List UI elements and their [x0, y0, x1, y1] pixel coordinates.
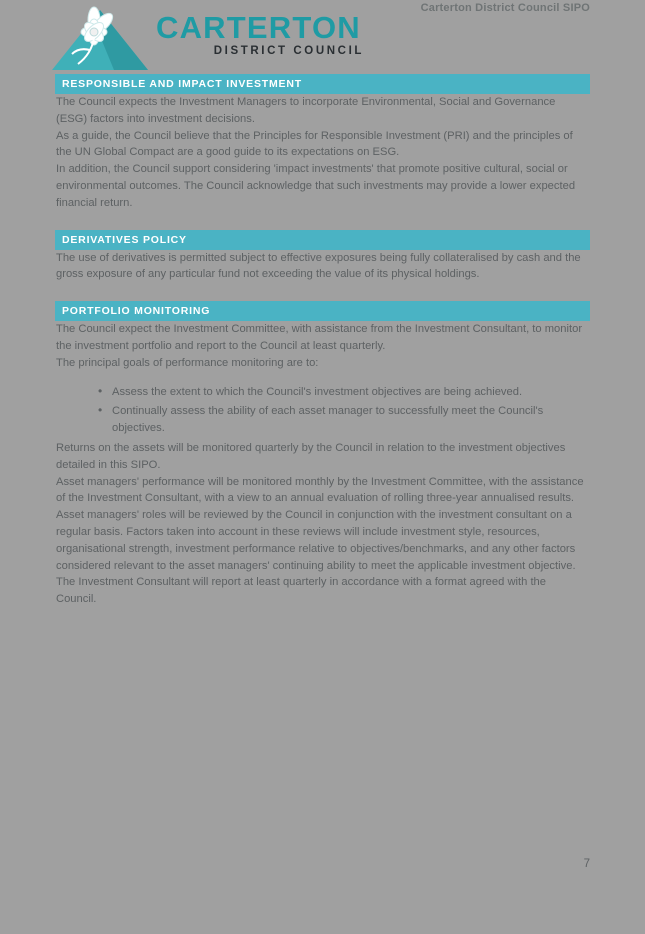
paragraph: The principal goals of performance monitoring are to: — [56, 356, 319, 369]
paragraph: Asset managers' roles will be reviewed by the Council in conjunction with the investment consultant on a regular basis. Factors taken into account in these reviews will include investment style, resources, organisational strength, investment performance relative to objectives/benchmarks, and any other factors considered relevant to the asset managers' continuing ability to meet the applicable investment objective. — [56, 509, 576, 572]
section-heading-derivatives-policy: DERIVATIVES POLICY — [55, 230, 590, 250]
section-heading-responsible-and-impact-investment: RESPONSIBLE AND IMPACT INVESTMENT — [55, 74, 590, 94]
paragraph: The Investment Consultant will report at least quarterly in accordance with a format agreed with the Council. — [56, 576, 547, 606]
paragraph: The Council expect the Investment Committee, with assistance from the Investment Consultant, to monitor the investment portfolio and report to the Council at least quarterly. — [56, 323, 583, 352]
council-logo-text — [156, 12, 386, 57]
carterton-flower-mountain-logo-icon — [48, 6, 152, 72]
paragraph: Asset managers' performance will be monitored monthly by the Investment Committee, with the assistance of the Investment Consultant, with a view to an annual evaluation of rolling three-year annualised results. — [56, 475, 584, 505]
paragraph: In addition, the Council support considering 'impact investments' that promote positive cultural, social or environmental outcomes. The Council acknowledge that such investments may provide a lower expected financial return. — [56, 163, 576, 209]
list-item: • Assess the extent to which the Council's investment objectives are being achieved. — [112, 384, 552, 401]
logo-subtitle: DISTRICT COUNCIL — [213, 45, 364, 57]
paragraph: The use of derivatives is permitted subject to effective exposures being fully collateralised by cash and the gross exposure of any particular fund not exceeding the value of its physical holdings. — [56, 251, 581, 281]
council-logo — [48, 4, 364, 72]
monitoring-goals-list — [0, 384, 645, 437]
paragraph: As a guide, the Council believe that the Principles for Responsible Investment (PRI) and the principles of the UN Global Compact are a good guide to its expectations on ESG. — [56, 129, 573, 159]
list-item: • Continually assess the ability of each asset manager to successfully meet the Council's objectives. — [112, 403, 552, 437]
page-number: 7 — [583, 858, 590, 870]
page-header — [0, 0, 645, 74]
section-heading-portfolio-monitoring: PORTFOLIO MONITORING — [55, 301, 590, 321]
page-content — [0, 74, 645, 608]
paragraph: Returns on the assets will be monitored quarterly by the Council in relation to the investment objectives detailed in this SIPO. — [56, 441, 566, 471]
logo-title: CARTERTON — [156, 10, 361, 45]
document-reference: Carterton District Council SIPO — [420, 2, 590, 14]
paragraph: The Council expects the Investment Managers to incorporate Environmental, Social and Governance (ESG) factors into investment decisions. — [56, 96, 556, 125]
